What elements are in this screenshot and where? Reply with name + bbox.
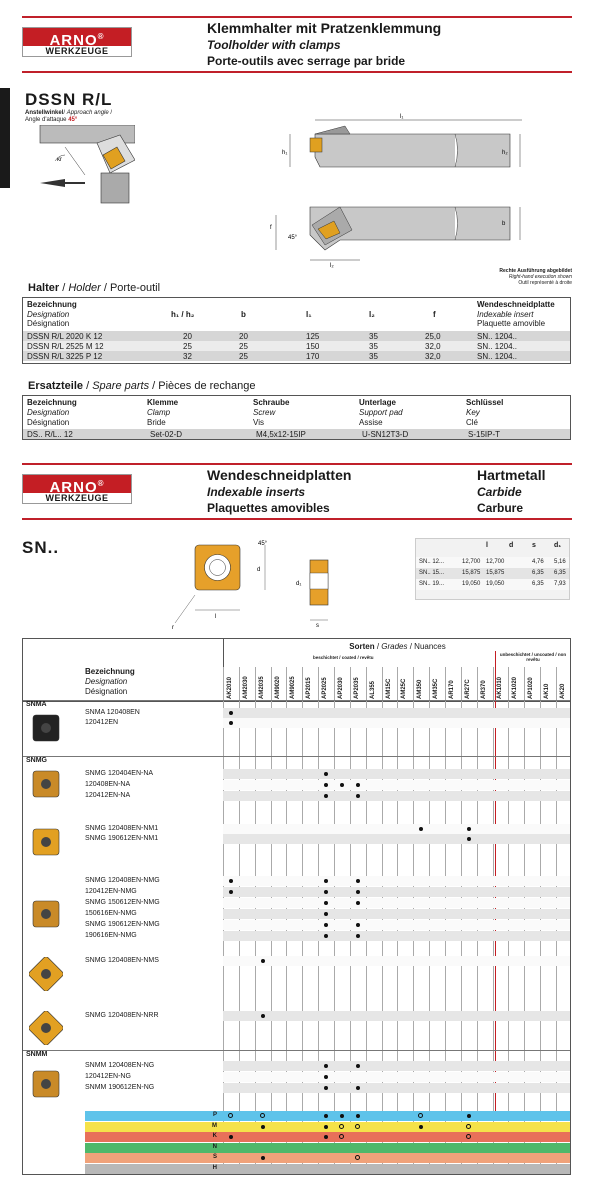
holder-cell: 25 bbox=[239, 352, 248, 361]
dims-cell: 19,050 bbox=[462, 581, 481, 587]
material-en: Carbide bbox=[477, 485, 522, 499]
grade-row bbox=[223, 708, 570, 718]
dims-cell: 19,050 bbox=[486, 581, 505, 587]
dims-row bbox=[416, 568, 569, 579]
spare-col-de: Bezeichnung bbox=[27, 398, 77, 407]
grade-dot bbox=[356, 794, 360, 798]
spare-col-de: Schraube bbox=[253, 398, 290, 407]
group-name: SNMM bbox=[26, 1051, 48, 1058]
grades-heading: Sorten / Grades / Nuances bbox=[349, 642, 446, 651]
insert-family-title: SN.. bbox=[22, 538, 60, 557]
insert-photo bbox=[29, 825, 63, 859]
material-fr: Carbure bbox=[477, 501, 524, 515]
iso-letter: K bbox=[212, 1133, 217, 1139]
grade-label: AM35C bbox=[433, 678, 440, 699]
svg-text:45°: 45° bbox=[288, 235, 298, 241]
sidebar-tab-marker bbox=[0, 88, 10, 188]
iso-open-dot bbox=[355, 1155, 360, 1160]
grade-label: AP2015 bbox=[306, 677, 313, 699]
svg-text:l: l bbox=[215, 614, 217, 620]
insert-designation: SNMG 120408EN-NMG bbox=[85, 877, 160, 884]
iso-open-dot bbox=[466, 1134, 471, 1139]
header-bottom-rule bbox=[22, 71, 572, 73]
grade-dot bbox=[340, 783, 344, 787]
iso-open-dot bbox=[466, 1124, 471, 1129]
grade-label: AM9020 bbox=[274, 676, 281, 699]
insert-designation: 120412EN bbox=[85, 719, 119, 726]
iso-letter: N bbox=[212, 1143, 217, 1150]
svg-text:r: r bbox=[172, 625, 174, 630]
grade-row bbox=[223, 920, 570, 930]
grade-row bbox=[223, 876, 570, 886]
svg-text:h₁: h₁ bbox=[282, 150, 288, 156]
grade-label: AK1010 bbox=[496, 676, 503, 699]
group-name: SNMG bbox=[26, 757, 47, 764]
grade-label: AK2010 bbox=[227, 676, 233, 699]
insert-designation: SNMG 150612EN-NMG bbox=[85, 899, 160, 906]
spare-col-en: Key bbox=[466, 408, 480, 417]
iso-letter: M bbox=[212, 1122, 217, 1129]
iso-dot bbox=[356, 1114, 360, 1118]
section2-top-rule bbox=[22, 463, 572, 465]
spare-col-de: Unterlage bbox=[359, 398, 396, 407]
grade-row bbox=[223, 824, 570, 834]
svg-text:f: f bbox=[270, 225, 272, 231]
spare-col-en: Clamp bbox=[147, 408, 171, 417]
holder-cell: 35 bbox=[369, 342, 378, 351]
grade-row bbox=[223, 780, 570, 790]
insert-designation: 150616EN-NMG bbox=[85, 910, 137, 917]
holder-cell: DSSN R/L 2020 K 12 bbox=[27, 332, 103, 341]
spare-col-en: Designation bbox=[27, 408, 70, 417]
grade-dot bbox=[467, 837, 471, 841]
holder-plan-view bbox=[270, 195, 530, 270]
spare-col-header bbox=[359, 398, 403, 428]
dims-cell: 6,35 bbox=[532, 581, 544, 587]
grade-dot bbox=[467, 827, 471, 831]
svg-text:45°: 45° bbox=[258, 541, 268, 547]
grade-dot bbox=[261, 959, 265, 963]
spare-col-header bbox=[253, 398, 289, 428]
grade-label: AP2030 bbox=[338, 677, 345, 699]
coated-label: beschichtet / coated / revêtu bbox=[313, 655, 374, 660]
spare-parts-table bbox=[22, 395, 571, 440]
dims-row bbox=[416, 557, 569, 568]
spare-parts-heading: Ersatzteile / Spare parts / Pièces de rechange bbox=[28, 380, 256, 392]
dims-cell: 12,700 bbox=[462, 559, 481, 565]
insert-designation: SNMG 120408EN-NM1 bbox=[85, 825, 159, 832]
title-de: Klemmhalter mit Pratzenklemmung bbox=[207, 20, 442, 36]
holder-cell: SN.. 1204.. bbox=[477, 342, 518, 351]
dims-header: l bbox=[486, 542, 488, 549]
insert-photo bbox=[29, 1011, 63, 1045]
spare-col-header bbox=[466, 398, 503, 428]
inserts-title-fr: Plaquettes amovibles bbox=[207, 501, 330, 515]
dims-row bbox=[416, 579, 569, 590]
holder-cell: 150 bbox=[306, 342, 320, 351]
holder-cell: 20 bbox=[183, 332, 192, 341]
grade-dot bbox=[261, 1014, 265, 1018]
title-en: Toolholder with clamps bbox=[207, 38, 341, 52]
insert-designation: SNMM 190612EN-NG bbox=[85, 1084, 155, 1091]
insert-designation: 120408EN-NA bbox=[85, 781, 131, 788]
grade-row bbox=[223, 1011, 570, 1021]
insert-dimension-drawing bbox=[170, 535, 370, 630]
grade-row bbox=[223, 909, 570, 919]
spare-col-fr: Désignation bbox=[27, 418, 70, 427]
dims-cell: 4,76 bbox=[532, 559, 544, 565]
arno-logo: ARNO® WERKZEUGE bbox=[22, 27, 132, 57]
grade-label: AR170 bbox=[449, 680, 456, 699]
arno-logo-2: ARNO® WERKZEUGE bbox=[22, 474, 132, 504]
dims-cell: 15,875 bbox=[462, 570, 481, 576]
grade-dot bbox=[356, 923, 360, 927]
group-name: SNMA bbox=[26, 701, 47, 708]
grade-row bbox=[223, 1061, 570, 1071]
iso-open-dot bbox=[339, 1134, 344, 1139]
insert-designation: SNMA 120408EN bbox=[85, 709, 140, 716]
holder-cell: 32,0 bbox=[425, 342, 441, 351]
grade-label: AM9025 bbox=[290, 676, 297, 699]
grades-table bbox=[22, 638, 571, 1175]
dims-cell: 6,35 bbox=[532, 570, 544, 576]
holder-cell: 35 bbox=[369, 332, 378, 341]
insert-photo bbox=[29, 1067, 63, 1101]
dims-cell: 15,875 bbox=[486, 570, 505, 576]
insert-photo bbox=[29, 957, 63, 991]
product-title: DSSN R/L bbox=[25, 90, 113, 109]
spare-col-en: Support pad bbox=[359, 408, 403, 417]
dims-cell: SN.. 19... bbox=[419, 581, 445, 587]
grade-row bbox=[223, 956, 570, 966]
holder-cell: 125 bbox=[306, 332, 320, 341]
grade-label: AK20 bbox=[560, 683, 567, 699]
group-divider bbox=[23, 756, 570, 757]
svg-text:b: b bbox=[502, 221, 506, 227]
holder-row bbox=[23, 341, 570, 351]
holder-cell: 35 bbox=[369, 352, 378, 361]
title-fr: Porte-outils avec serrage par bride bbox=[207, 54, 406, 68]
grade-dot bbox=[356, 934, 360, 938]
grade-row bbox=[223, 834, 570, 844]
iso-dot bbox=[324, 1125, 328, 1129]
insert-designation: 120412EN-NG bbox=[85, 1073, 131, 1080]
grade-row bbox=[223, 769, 570, 779]
svg-text:d₁: d₁ bbox=[296, 581, 302, 587]
grade-dot bbox=[356, 783, 360, 787]
holder-cell: SN.. 1204.. bbox=[477, 352, 518, 361]
grade-dot bbox=[356, 879, 360, 883]
grade-label: AP2025 bbox=[322, 677, 329, 699]
iso-open-dot bbox=[260, 1113, 265, 1118]
iso-letter: P bbox=[212, 1112, 217, 1118]
holder-cell: 32 bbox=[183, 352, 192, 361]
spare-col-fr: Clé bbox=[466, 418, 479, 427]
iso-dot bbox=[419, 1125, 423, 1129]
holder-cell: 170 bbox=[306, 352, 320, 361]
holder-cell: 25 bbox=[239, 342, 248, 351]
dims-cell: 5,16 bbox=[554, 559, 566, 565]
grade-dot bbox=[229, 879, 233, 883]
insert-designation: 120412EN-NMG bbox=[85, 888, 137, 895]
spare-cell: S-15IP-T bbox=[468, 430, 501, 439]
holder-heading: Halter / Holder / Porte-outil bbox=[28, 282, 161, 294]
dims-cell: 7,93 bbox=[554, 581, 566, 587]
iso-open-dot bbox=[355, 1124, 360, 1129]
holder-cell: SN.. 1204.. bbox=[477, 332, 518, 341]
dims-cell: SN.. 15... bbox=[419, 570, 445, 576]
insert-designation: SNMG 190612EN-NM1 bbox=[85, 835, 159, 842]
insert-designation: SNMG 120404EN-NA bbox=[85, 770, 154, 777]
spare-col-de: Klemme bbox=[147, 398, 179, 407]
grade-row bbox=[223, 1083, 570, 1093]
grade-label: AK1020 bbox=[512, 676, 519, 699]
holder-cell: DSSN R/L 3225 P 12 bbox=[27, 352, 103, 361]
grade-row bbox=[223, 791, 570, 801]
grade-dot bbox=[229, 711, 233, 715]
holder-row bbox=[23, 351, 570, 361]
grade-label: AR370 bbox=[480, 680, 487, 699]
grade-label: AM350 bbox=[417, 679, 424, 699]
dims-cell: 12,700 bbox=[486, 559, 505, 565]
dims-cell: SN.. 12... bbox=[419, 559, 445, 565]
holder-table: Bezeichnung Designation Désignation h₁ / h₂ b l₁ l₂ f Wendeschneidplatte Indexable insert Plaquette amovible DSSN R/L 2020 K 12 20 20 125 35 25,0 SN.. 1204.. DSSN R/L 2525 M 12 25 25 150 35 32,0 SN.. 1204.. DSSN R/L 3225 P 12 32 25 170 35 32,0 SN.. 1204.. bbox=[22, 297, 571, 364]
spare-col-de: Schlüssel bbox=[466, 398, 504, 407]
execution-note: Rechte Ausführung abgebildet Right-hand execution shown Outil représenté à droite bbox=[499, 268, 572, 286]
approach-angle-diagram bbox=[25, 125, 135, 210]
iso-dot bbox=[261, 1156, 265, 1160]
grade-dot bbox=[356, 1064, 360, 1068]
group-divider bbox=[23, 700, 570, 701]
inserts-title-en: Indexable inserts bbox=[207, 485, 306, 499]
dims-cell: 6,35 bbox=[554, 570, 566, 576]
insert-designation: SNMG 120408EN-NRR bbox=[85, 1012, 159, 1019]
dims-header: d bbox=[509, 542, 514, 549]
spare-cell: U-SN12T3-D bbox=[362, 430, 409, 439]
svg-text:l₂: l₂ bbox=[330, 263, 334, 269]
spare-col-en: Screw bbox=[253, 408, 276, 417]
grade-label: AM25C bbox=[401, 678, 408, 699]
dims-header: s bbox=[532, 542, 536, 549]
iso-letter: S bbox=[212, 1154, 217, 1160]
insert-designation: 190616EN-NMG bbox=[85, 932, 137, 939]
iso-dot bbox=[261, 1125, 265, 1129]
iso-letter: H bbox=[212, 1164, 217, 1171]
iso-open-dot bbox=[339, 1124, 344, 1129]
grade-row bbox=[223, 718, 570, 728]
inserts-title-de: Wendeschneidplatten bbox=[207, 467, 352, 483]
holder-cell: 25 bbox=[183, 342, 192, 351]
svg-text:κr: κr bbox=[57, 157, 62, 163]
spare-col-fr: Vis bbox=[253, 418, 264, 427]
grade-label: AP1020 bbox=[528, 677, 535, 699]
insert-designation: 120412EN-NA bbox=[85, 792, 131, 799]
holder-cell: 20 bbox=[239, 332, 248, 341]
insert-photo bbox=[29, 897, 63, 931]
grade-dot bbox=[229, 721, 233, 725]
grade-label: AM15C bbox=[385, 678, 392, 699]
grade-label: AM2035 bbox=[258, 676, 265, 699]
svg-text:s: s bbox=[316, 623, 319, 629]
holder-cell: 25,0 bbox=[425, 332, 441, 341]
svg-text:d: d bbox=[257, 567, 261, 573]
grade-row bbox=[223, 1072, 570, 1082]
insert-designation: SNMG 190612EN-NMG bbox=[85, 921, 160, 928]
grade-dot bbox=[356, 1086, 360, 1090]
holder-cell: 32,0 bbox=[425, 352, 441, 361]
grade-label: AL355 bbox=[369, 680, 376, 699]
header-top-rule bbox=[22, 16, 572, 18]
spare-col-header bbox=[147, 398, 178, 428]
designation-header: Bezeichnung Designation Désignation bbox=[85, 667, 135, 696]
spare-col-fr: Assise bbox=[359, 418, 383, 427]
grade-row bbox=[223, 887, 570, 897]
iso-dot bbox=[340, 1114, 344, 1118]
uncoated-label: unbeschichtet / uncoated / non revêtu bbox=[499, 652, 567, 662]
holder-cell: DSSN R/L 2525 M 12 bbox=[27, 342, 104, 351]
spare-cell: DS.. R/L.. 12 bbox=[27, 430, 73, 439]
grade-row bbox=[223, 898, 570, 908]
material-de: Hartmetall bbox=[477, 467, 546, 483]
angle-label: Anstellwinkel/ Approach angle / Angle d'attaque 45° bbox=[25, 110, 113, 123]
grade-row bbox=[223, 931, 570, 941]
iso-open-dot bbox=[228, 1113, 233, 1118]
grade-label: AP2035 bbox=[353, 677, 360, 699]
holder-row bbox=[23, 331, 570, 341]
holder-side-view bbox=[270, 112, 530, 182]
svg-text:h₂: h₂ bbox=[502, 150, 508, 156]
insert-dims-table bbox=[415, 538, 570, 600]
svg-text:l₁: l₁ bbox=[400, 114, 404, 120]
grade-dot bbox=[229, 890, 233, 894]
spare-cell: Set-02-D bbox=[150, 430, 183, 439]
insert-designation: SNMM 120408EN-NG bbox=[85, 1062, 155, 1069]
grade-label: AK10 bbox=[544, 683, 551, 699]
spare-col-header bbox=[27, 398, 77, 428]
iso-dot bbox=[467, 1114, 471, 1118]
grade-label: AM2030 bbox=[242, 676, 249, 699]
iso-dot bbox=[229, 1135, 233, 1139]
insert-photo bbox=[29, 767, 63, 801]
grade-dot bbox=[356, 901, 360, 905]
spare-cell: M4,5x12-15IP bbox=[256, 430, 306, 439]
dims-header: d₁ bbox=[554, 542, 562, 549]
section2-bottom-rule bbox=[22, 518, 572, 520]
insert-designation: SNMG 120408EN-NMS bbox=[85, 957, 159, 964]
insert-photo bbox=[29, 711, 63, 745]
grade-label: AR27C bbox=[464, 679, 471, 699]
spare-col-fr: Bride bbox=[147, 418, 166, 427]
group-divider bbox=[23, 1050, 570, 1051]
grade-dot bbox=[356, 890, 360, 894]
